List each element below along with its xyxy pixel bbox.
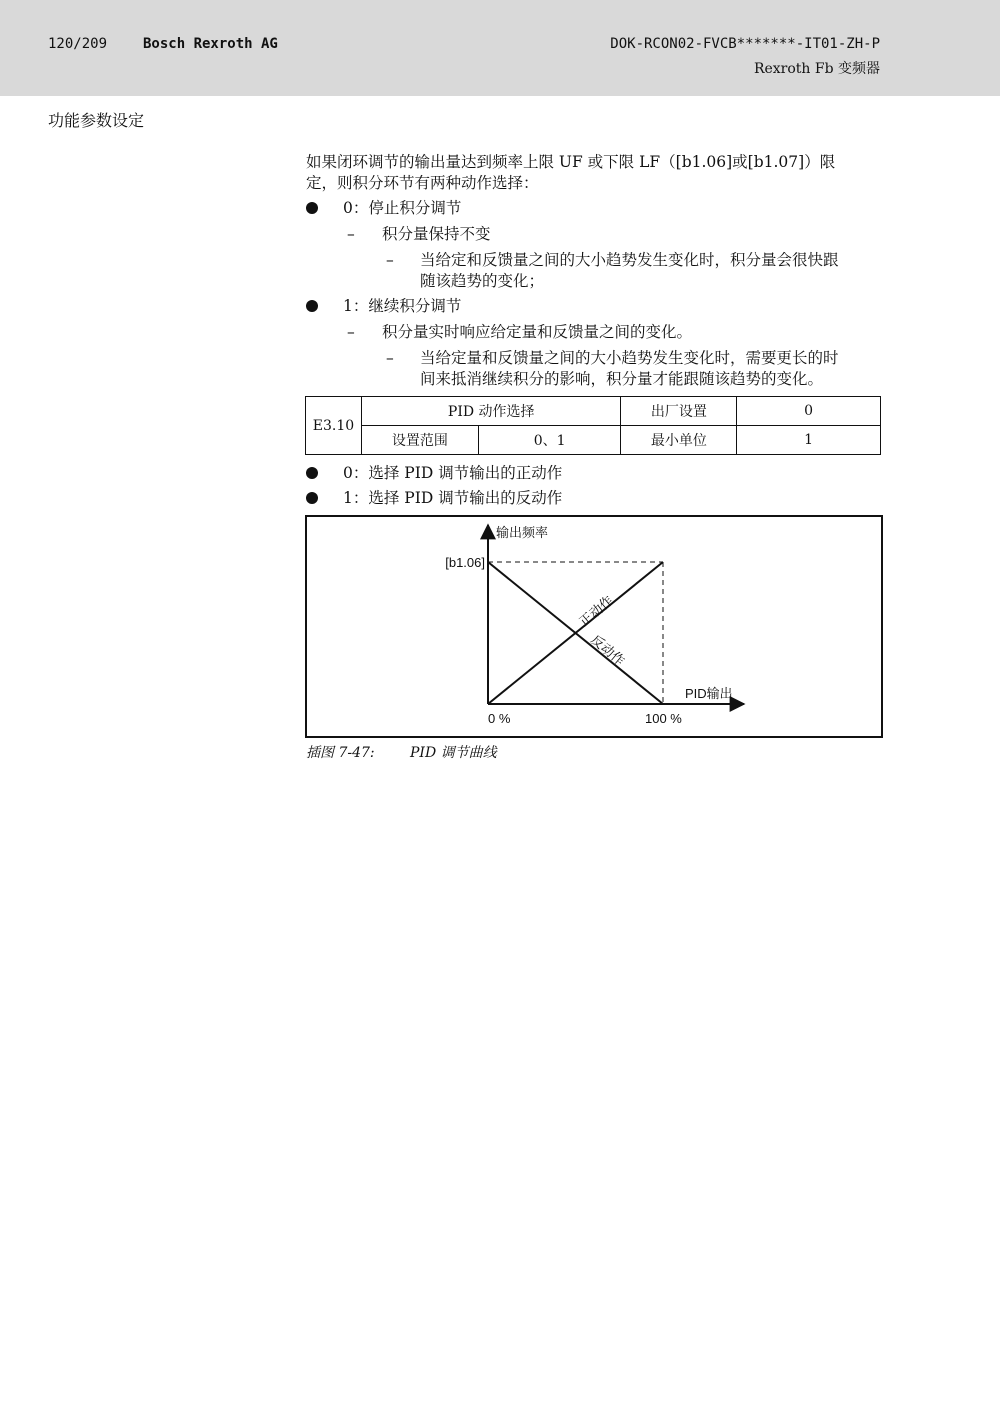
pid-chart (305, 515, 883, 738)
company-name: Bosch Rexroth AG (143, 36, 278, 52)
default-value: 0 (737, 397, 881, 426)
document-code: DOK-RCON02-FVCB*******-IT01-ZH-P (610, 36, 880, 52)
intro-line-1: 如果闭环调节的输出量达到频率上限 UF 或下限 LF（[b1.06]或[b1.07]）限 (306, 153, 836, 171)
bullet-icon (306, 300, 318, 312)
intro-line-2: 定，则积分环节有两种动作选择： (306, 174, 539, 192)
option-1-sub: 积分量实时响应给定量和反馈量之间的变化。 (382, 323, 693, 341)
dash-icon: – (386, 349, 394, 367)
dash-icon: – (347, 225, 355, 243)
param-code: E3.10 (306, 397, 362, 455)
option-1-detail-line-2: 间来抵消继续积分的影响，积分量才能跟随该趋势的变化。 (420, 370, 824, 388)
action-option-0: 0：选择 PID 调节输出的正动作 (343, 464, 563, 482)
unit-value: 1 (737, 426, 881, 455)
parameter-table (305, 396, 881, 455)
option-1-label: 1：继续积分调节 (343, 297, 462, 315)
x-axis-label: PID输出 (685, 686, 733, 701)
action-option-1: 1：选择 PID 调节输出的反动作 (343, 489, 563, 507)
option-0-detail-line-1: 当给定和反馈量之间的大小趋势发生变化时，积分量会很快跟 (420, 251, 839, 269)
bullet-icon (306, 467, 318, 479)
product-name: Rexroth Fb 变频器 (753, 61, 880, 77)
bullet-icon (306, 492, 318, 504)
range-label: 设置范围 (361, 426, 478, 455)
y-tick-label: [b1.06] (445, 555, 485, 570)
figure-caption-title: PID 调节曲线 (410, 745, 497, 761)
section-title: 功能参数设定 (48, 111, 145, 130)
range-value: 0、1 (478, 426, 621, 455)
pid-chart-svg (307, 517, 881, 736)
x-tick-label: 0 % (488, 711, 511, 726)
x-tick-label: 100 % (645, 711, 682, 726)
option-0-label: 0：停止积分调节 (343, 199, 462, 217)
param-name: PID 动作选择 (361, 397, 621, 426)
bullet-icon (306, 202, 318, 214)
option-0-detail (420, 250, 882, 292)
page-number: 120/209 (48, 36, 108, 52)
series-label-reverse-action: 反动作 (588, 631, 628, 669)
option-1-detail-line-1: 当给定量和反馈量之间的大小趋势发生变化时，需要更长的时 (420, 349, 839, 367)
option-0-sub: 积分量保持不变 (382, 225, 491, 243)
figure-caption-number: 插图 7-47: (306, 745, 375, 761)
intro-paragraph (306, 152, 882, 194)
dash-icon: – (347, 323, 355, 341)
option-0-detail-line-2: 随该趋势的变化； (420, 272, 545, 290)
y-axis-label: 输出频率 (496, 525, 549, 540)
series-label-direct-action: 正动作 (576, 592, 616, 630)
page-header (0, 0, 1000, 96)
default-label: 出厂设置 (621, 397, 737, 426)
option-1-detail (420, 348, 882, 390)
unit-label: 最小单位 (621, 426, 737, 455)
dash-icon: – (386, 251, 394, 269)
